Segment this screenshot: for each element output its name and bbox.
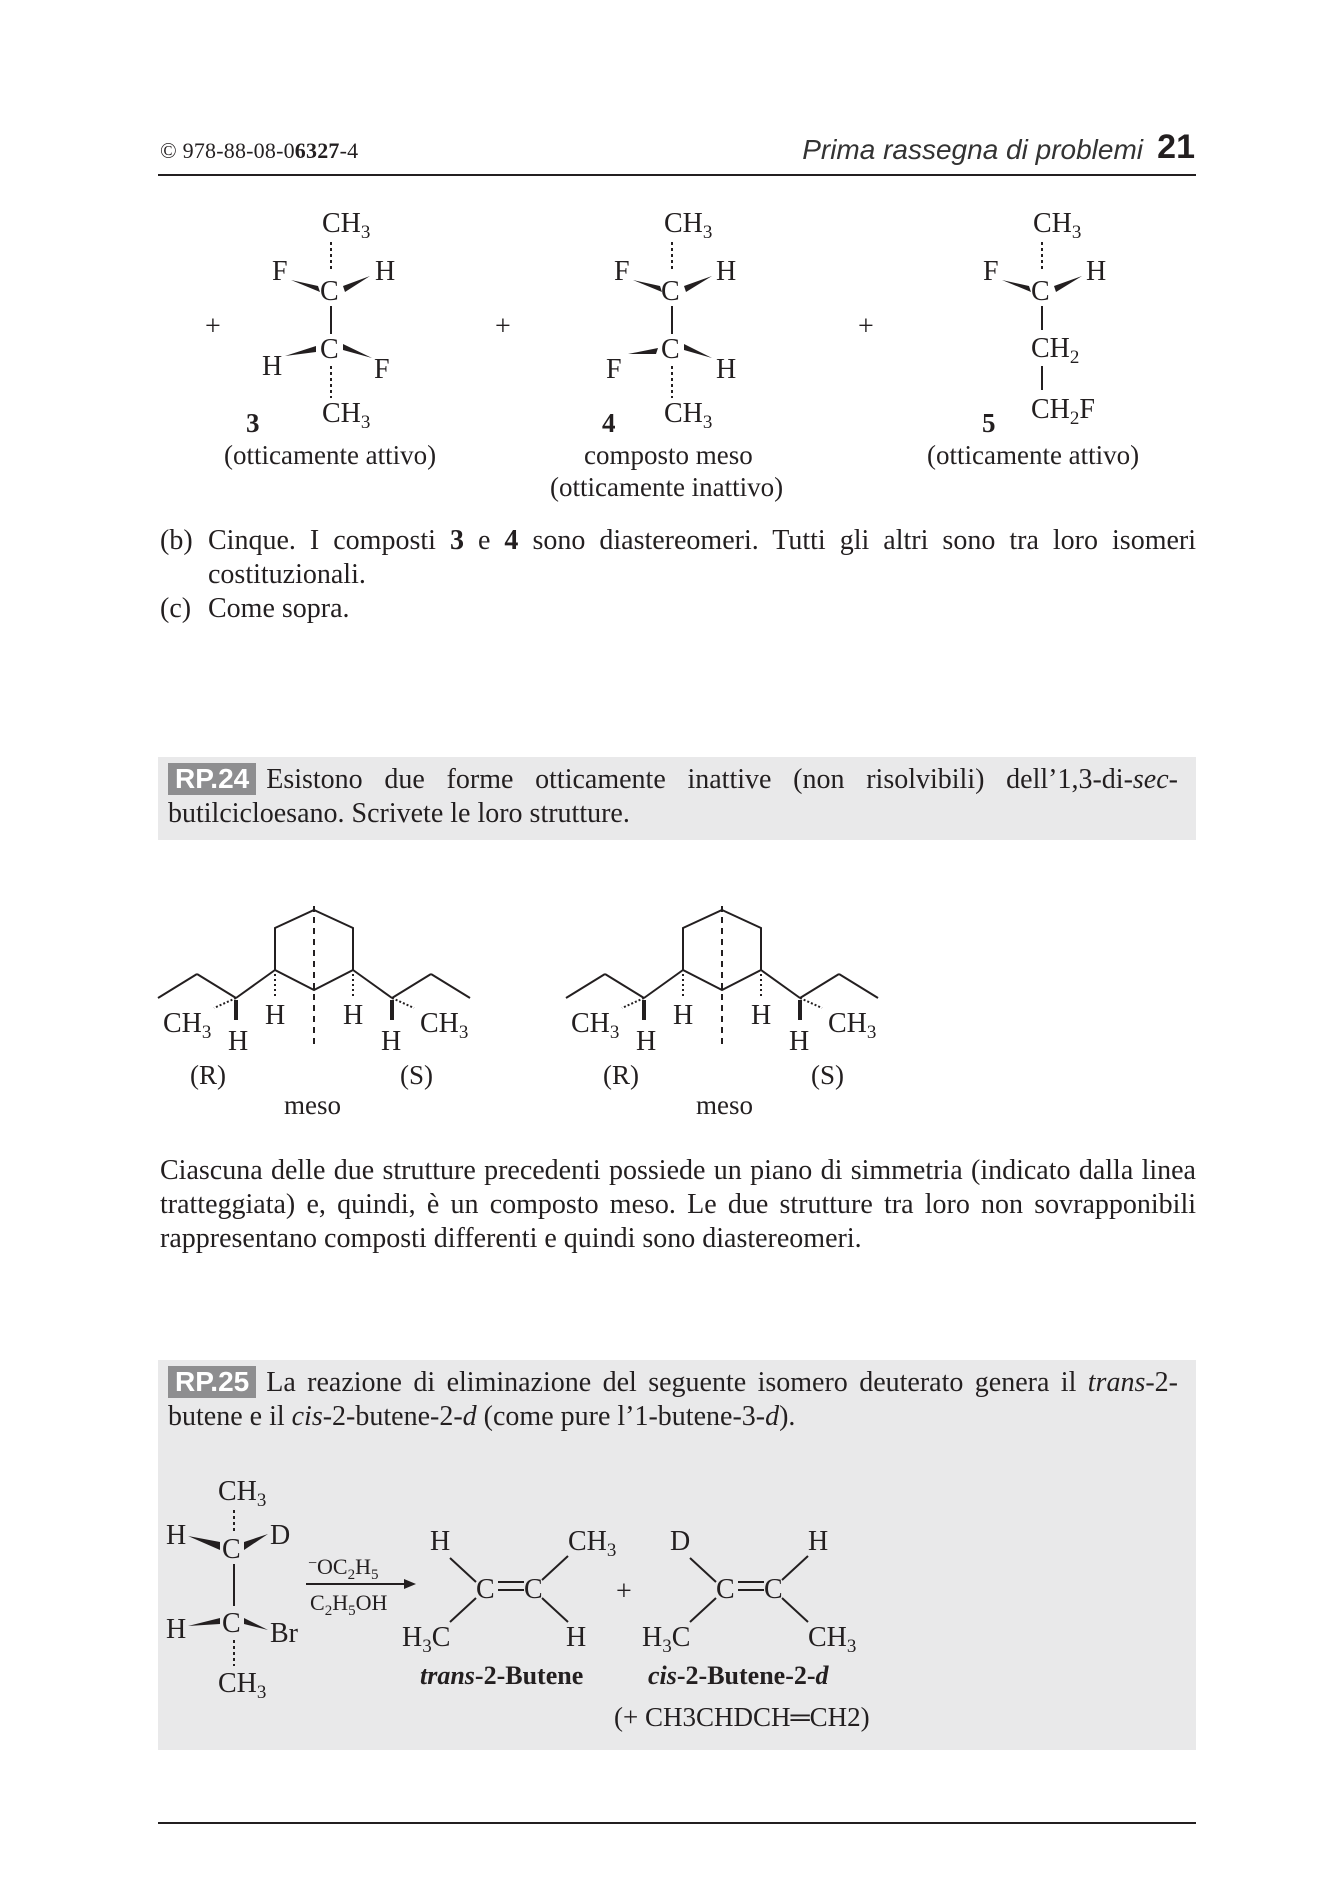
svg-text:H: H	[262, 351, 283, 382]
svg-text:CH3: $CH_3$	[1033, 208, 1082, 243]
svg-text:C: C	[764, 1574, 783, 1605]
compound-3-caption: (otticamente attivo)	[224, 440, 437, 470]
svg-text:H: H	[375, 256, 396, 287]
svg-text:CH2F: $CH_2F$	[1031, 394, 1095, 429]
svg-text:Br: Br	[270, 1618, 298, 1649]
plus-sign: +	[205, 311, 221, 342]
svg-text:H: H	[808, 1526, 829, 1557]
svg-text:H: H	[716, 354, 737, 385]
svg-text:C: C	[661, 276, 680, 307]
svg-text:H: H	[166, 1520, 187, 1551]
svg-text:CH3: $CH_3$	[808, 1622, 857, 1657]
svg-text:CH3: $CH_3$	[218, 1476, 267, 1511]
svg-text:C2H5OH: $C_2H_5OH$	[310, 1590, 388, 1619]
svg-text:H: H	[343, 1000, 364, 1031]
compound-4-caption-2: (otticamente inattivo)	[550, 472, 784, 502]
compound-4-caption-1: composto meso	[584, 440, 753, 470]
answer-c: (c) Come sopra.	[160, 593, 350, 624]
problem-tag: RP.24	[168, 763, 256, 795]
svg-text:H: H	[789, 1026, 810, 1057]
svg-text:CH3: $CH_3$	[163, 1008, 212, 1043]
compound-4-structure	[606, 208, 736, 433]
answer-list	[160, 524, 1196, 626]
svg-text:F: F	[983, 256, 999, 287]
svg-text:−OC2H5: $^-OC_2H_5$	[308, 1554, 379, 1583]
svg-text:F: F	[606, 354, 622, 385]
product-trans-name: trans-2-Butene	[420, 1661, 584, 1690]
problem-rp24: RP.24 Esistono due forme otticamente inattive (non risolvibili) dell’1,3-di-sec-butilcicloesano. Scrivete le loro strutture.	[158, 757, 1196, 840]
problem-rp25: RP.25 La reazione di eliminazione del seguente isomero deuterato genera il trans-2-butene e il cis-2-butene-2-d (come pure l’1-butene-3-d). $CH_3$ H C D C H Br $CH_3$ $^-OC_2H_5$ $C_2H_5OH$ H C C $CH_3$ $H_3C$ H trans-2-Butene + D C C H $H_3C$ $CH_3$ cis-2-Butene-2-d (+ CH3CHDCH═CH2)	[158, 1360, 1196, 1750]
svg-text:H3C: $H_3C$	[402, 1622, 451, 1657]
svg-text:H: H	[228, 1026, 249, 1057]
svg-text:CH3: $CH_3$	[420, 1008, 469, 1043]
answer-b: (b) Cinque. I composti 3 e 4 sono diastereomeri. Tutti gli altri sono tra loro isomeri costituzionali.	[160, 525, 1196, 590]
compound-3-structure	[262, 208, 395, 433]
svg-text:H: H	[265, 1000, 286, 1031]
svg-text:C: C	[222, 1608, 241, 1639]
page-number: 21	[1157, 128, 1195, 166]
svg-text:C: C	[320, 276, 339, 307]
svg-text:CH3: $CH_3$	[568, 1526, 617, 1561]
svg-text:+: +	[616, 1576, 632, 1607]
compound-4-number: 4	[602, 408, 616, 438]
svg-text:H: H	[673, 1000, 694, 1031]
label-r: (R)	[603, 1060, 639, 1090]
isbn: © 978-88-08-06327-4	[160, 138, 359, 163]
svg-text:CH3: $CH_3$	[828, 1008, 877, 1043]
svg-text:CH2: $CH_2$	[1031, 333, 1080, 368]
problem-tag: RP.25	[168, 1366, 256, 1398]
plus-sign: +	[495, 311, 511, 342]
compound-5-structure	[983, 208, 1106, 429]
svg-text:CH3: $CH_3$	[322, 208, 371, 243]
compound-5-number: 5	[982, 408, 996, 438]
svg-text:D: D	[670, 1526, 691, 1557]
svg-text:C: C	[476, 1574, 495, 1605]
compound-3-number: 3	[246, 408, 260, 438]
svg-text:H: H	[1086, 256, 1107, 287]
svg-text:F: F	[374, 354, 390, 385]
header-rule	[158, 174, 1196, 176]
label-s: (S)	[400, 1060, 433, 1090]
svg-text:H: H	[566, 1622, 587, 1653]
rp24-explanation: Ciascuna delle due strutture precedenti possiede un piano di simmetria (indicato dalla linea tratteggiata) e, quindi, è un composto meso. Le due strutture tra loro non sovrapponibili rappresentano composti differenti e quindi sono diastereomeri.	[160, 1155, 1196, 1254]
label-meso: meso	[696, 1090, 753, 1120]
label-meso: meso	[284, 1090, 341, 1120]
side-product: (+ CH3CHDCH═CH2)	[614, 1702, 870, 1732]
plus-sign: +	[858, 311, 874, 342]
svg-text:C: C	[1031, 276, 1050, 307]
svg-text:H: H	[636, 1026, 657, 1057]
svg-text:H3C: $H_3C$	[642, 1622, 691, 1657]
svg-text:C: C	[222, 1534, 241, 1565]
footer-rule	[158, 1822, 1196, 1824]
svg-text:C: C	[524, 1574, 543, 1605]
svg-text:CH3: $CH_3$	[571, 1008, 620, 1043]
svg-text:H: H	[381, 1026, 402, 1057]
compound-5-caption: (otticamente attivo)	[927, 440, 1140, 470]
section-title: Prima rassegna di problemi	[802, 134, 1143, 165]
svg-text:CH3: $CH_3$	[322, 398, 371, 433]
svg-text:F: F	[614, 256, 630, 287]
rp25-reaction	[158, 1470, 1196, 1750]
svg-text:C: C	[661, 334, 680, 365]
svg-text:C: C	[320, 334, 339, 365]
svg-text:H: H	[430, 1526, 451, 1557]
svg-text:F: F	[272, 256, 288, 287]
label-s: (S)	[811, 1060, 844, 1090]
label-r: (R)	[190, 1060, 226, 1090]
svg-text:D: D	[270, 1520, 291, 1551]
svg-text:CH3: $CH_3$	[664, 208, 713, 243]
svg-text:CH3: $CH_3$	[218, 1668, 267, 1703]
svg-text:H: H	[166, 1614, 187, 1645]
svg-text:H: H	[716, 256, 737, 287]
rp24-structures	[0, 870, 1339, 1130]
svg-text:H: H	[751, 1000, 772, 1031]
svg-text:C: C	[716, 1574, 735, 1605]
compounds-figure	[0, 200, 1339, 520]
product-cis-name: cis-2-Butene-2-d	[648, 1661, 829, 1690]
svg-text:CH3: $CH_3$	[664, 398, 713, 433]
